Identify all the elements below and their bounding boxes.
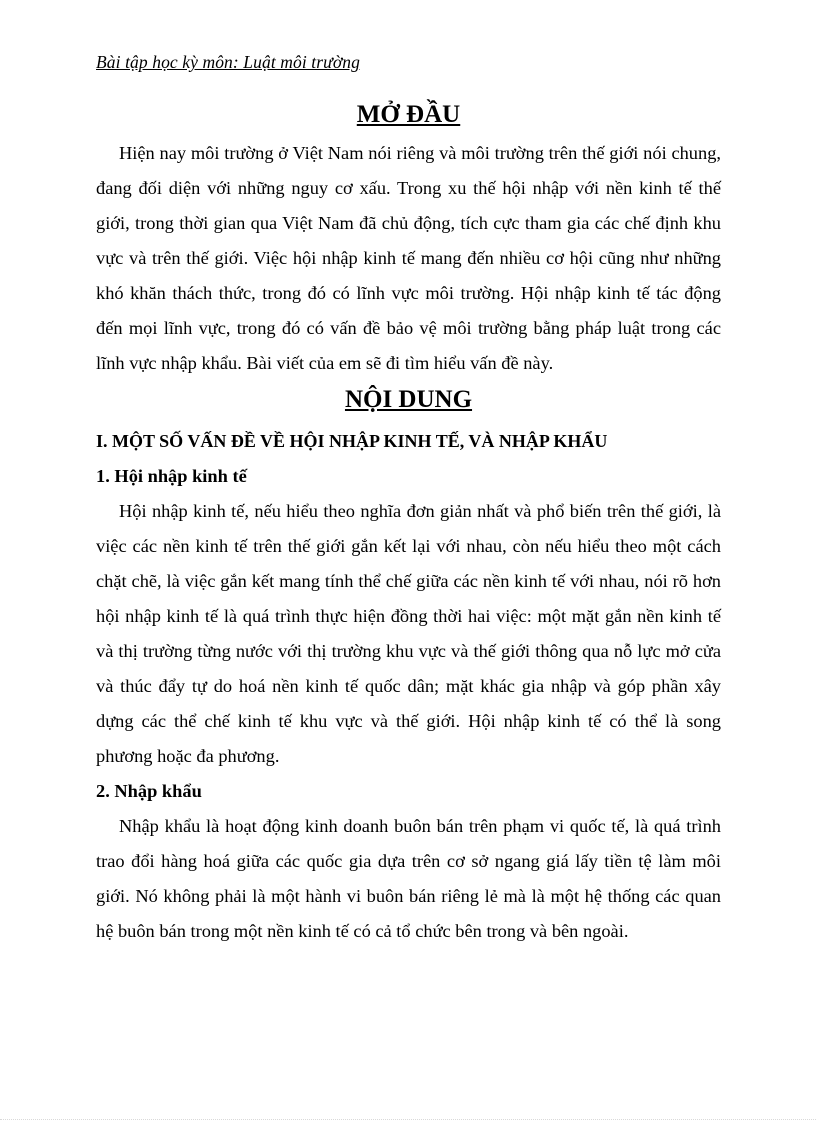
- subsection-1-paragraph: Hội nhập kinh tế, nếu hiểu theo nghĩa đơn giản nhất và phổ biến trên thế giới, là việc các nền kinh tế trên thế giới gắn kết lại với nhau, còn nếu hiểu theo một cách chặt chẽ, là việc gắn kết mang tính thể chế giữa các nền kinh tế với nhau, nói rõ hơn hội nhập kinh tế là quá trình thực hiện đồng thời hai việc: một mặt gắn nền kinh tế và thị trường từng nước với thị trường khu vực và thế giới thông qua nỗ lực mở cửa và thúc đẩy tự do hoá nền kinh tế quốc dân; mặt khác gia nhập và góp phần xây dựng các thể chế kinh tế khu vực và thế giới. Hội nhập kinh tế có thể là song phương hoặc đa phương.: [96, 501, 721, 766]
- subsection-2-paragraph: Nhập khẩu là hoạt động kinh doanh buôn bán trên phạm vi quốc tế, là quá trình trao đổi hàng hoá giữa các quốc gia dựa trên cơ sở ngang giá lấy tiền tệ làm môi giới. Nó không phải là một hành vi buôn bán riêng lẻ mà là một hệ thống các quan hệ buôn bán trong một nền kinh tế có cả tổ chức bên trong và bên ngoài.: [96, 816, 721, 941]
- page-content: [96, 98, 721, 949]
- intro-title: MỞ ĐẦU: [356, 101, 461, 128]
- running-header: Bài tập học kỳ môn: Luật môi trường: [96, 52, 360, 72]
- subsection-1-heading: 1. Hội nhập kinh tế: [96, 466, 247, 486]
- body-title: NỘI DUNG: [344, 386, 473, 413]
- intro-paragraph: Hiện nay môi trường ở Việt Nam nói riêng và môi trường trên thế giới nói chung, đang đối diện với những nguy cơ xấu. Trong xu thế hội nhập với nền kinh tế thế giới, trong thời gian qua Việt Nam đã chủ động, tích cực tham gia các chế định khu vực và trên thế giới. Việc hội nhập kinh tế mang đến nhiều cơ hội cũng như những khó khăn thách thức, trong đó có lĩnh vực môi trường. Hội nhập kinh tế tác động đến mọi lĩnh vực, trong đó có vấn đề bảo vệ môi trường bằng pháp luật trong các lĩnh vực nhập khẩu. Bài viết của em sẽ đi tìm hiểu vấn đề này.: [96, 143, 721, 373]
- page-bottom-border: [0, 1119, 816, 1120]
- section-1-heading: I. MỘT SỐ VẤN ĐỀ VỀ HỘI NHẬP KINH TẾ, VÀ NHẬP KHẨU: [96, 431, 608, 451]
- subsection-2-heading: 2. Nhập khẩu: [96, 781, 202, 801]
